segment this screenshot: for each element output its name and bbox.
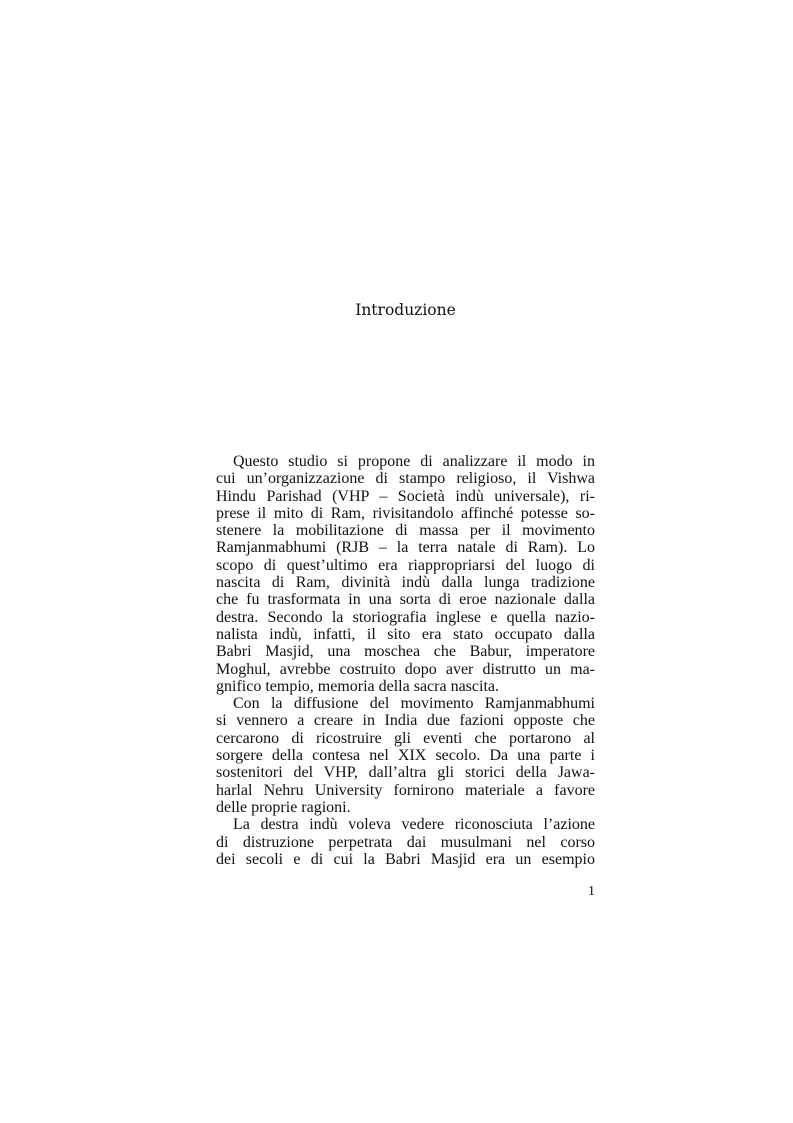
text-line: prese il mito di Ram, rivisitandolo affinché potesse so-	[216, 504, 595, 522]
text-line: Babri Masjid, una moschea che Babur, imperatore	[216, 643, 595, 661]
text-line: gnifico tempio, memoria della sacra nascita.	[216, 677, 499, 695]
text-line: di distruzione perpetrata dai musulmani nel corso	[216, 833, 595, 851]
text-line: dei secoli e di cui la Babri Masjid era un esempio	[216, 850, 595, 868]
text-line: La destra indù voleva vedere riconosciuta l’azione	[233, 816, 595, 834]
text-line: delle proprie ragioni.	[216, 798, 351, 816]
text-line: cercarono di ricostruire gli eventi che portarono al	[216, 729, 595, 747]
page-number: 1	[588, 884, 595, 899]
text-line: stenere la mobilitazione di massa per il movimento	[216, 522, 595, 540]
text-line: Moghul, avrebbe costruito dopo aver distrutto un ma-	[216, 660, 595, 678]
text-line: harlal Nehru University fornirono materiale a favore	[216, 781, 595, 799]
text-line: Hindu Parishad (VHP – Società indù universale), ri-	[216, 487, 595, 505]
text-line: sostenitori del VHP, dall’altra gli storici della Jawa-	[216, 764, 595, 782]
text-line: nascita di Ram, divinità indù dalla lunga tradizione	[216, 574, 595, 592]
text-line: si vennero a creare in India due fazioni opposte che	[216, 712, 595, 730]
paragraph	[216, 453, 595, 695]
paragraph	[216, 816, 595, 868]
chapter-title: Introduzione	[355, 301, 456, 319]
paragraph	[216, 695, 595, 816]
body-text	[216, 453, 595, 868]
text-line: scopo di quest’ultimo era riappropriarsi del luogo di	[216, 556, 595, 574]
text-line: Con la diffusione del movimento Ramjanmabhumi	[233, 695, 595, 713]
text-line: Questo studio si propone di analizzare il modo in	[233, 453, 595, 470]
text-line: cui un’organizzazione di stampo religioso, il Vishwa	[216, 470, 595, 488]
text-line: sorgere della contesa nel XIX secolo. Da una parte i	[216, 747, 595, 765]
text-line: destra. Secondo la storiografia inglese e quella nazio-	[216, 608, 595, 626]
text-line: Ramjanmabhumi (RJB – la terra natale di Ram). Lo	[216, 539, 595, 557]
text-line: nalista indù, infatti, il sito era stato occupato dalla	[216, 625, 595, 643]
text-line: che fu trasformata in una sorta di eroe nazionale dalla	[216, 591, 595, 609]
